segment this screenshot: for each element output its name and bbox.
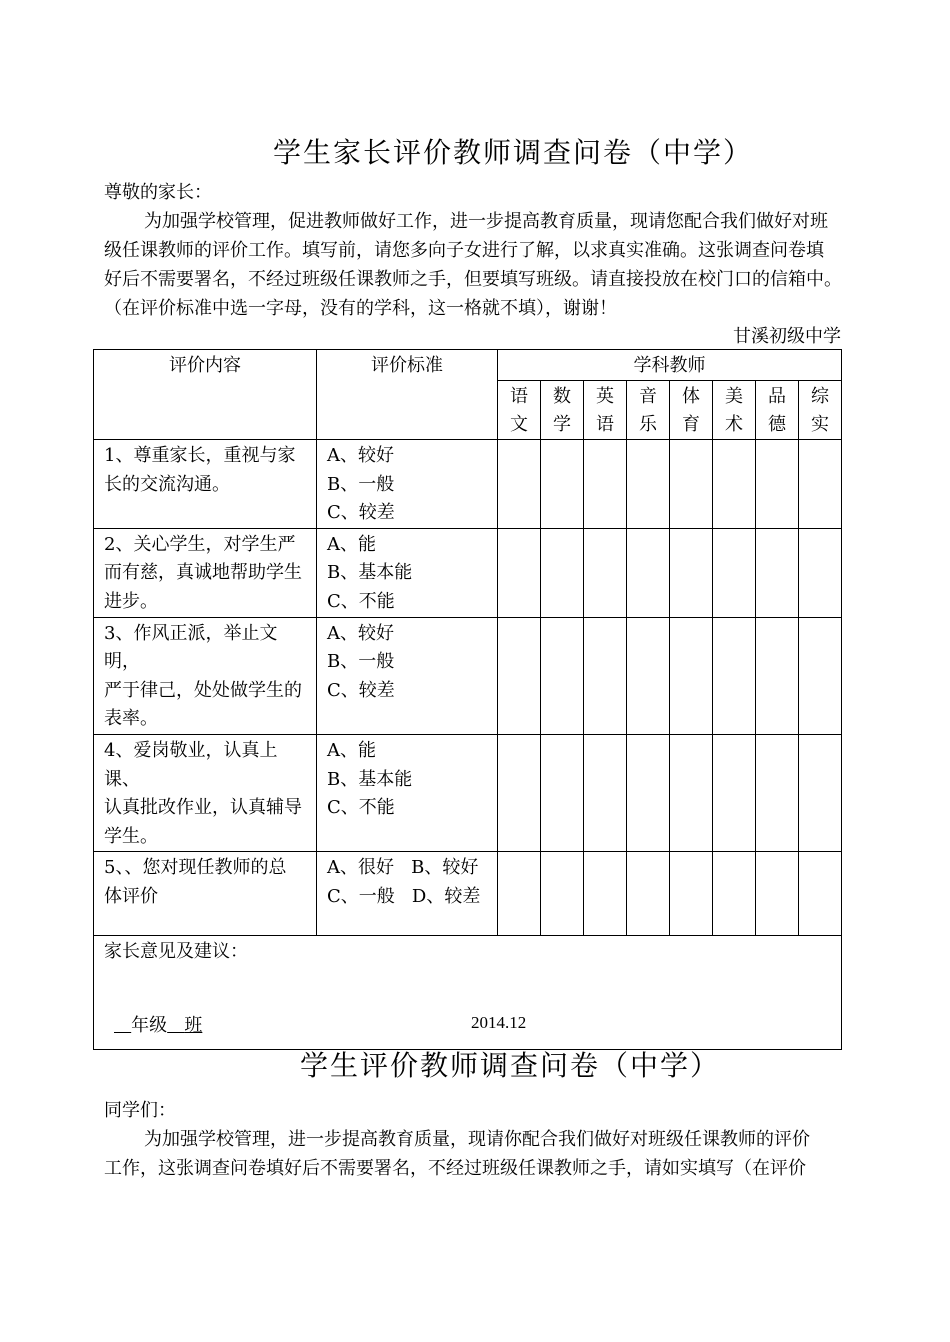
intro-line: 工作，这张调查问卷填好后不需要署名，不经过班级任课教师之手，请如实填写（在评价 — [104, 1158, 806, 1179]
standard-cell: A、能 B、基本能 C、不能 — [317, 734, 498, 851]
intro-line: 好后不需要署名，不经过班级任课教师之手，但要填写班级。请直接投放在校门口的信箱中。 — [104, 269, 842, 290]
subject-header: 体 育 — [670, 381, 713, 440]
form2-greeting: 同学们： — [104, 1100, 176, 1121]
intro-line: （在评价标准中选一字母，没有的学科，这一格就不填），谢谢！ — [104, 298, 617, 319]
grade-class-line — [114, 1011, 202, 1040]
grade-blank[interactable] — [114, 1015, 131, 1036]
rating-cell[interactable] — [627, 528, 670, 617]
class-label: 班 — [184, 1015, 203, 1036]
rating-cell[interactable] — [498, 440, 541, 529]
rating-cell[interactable] — [756, 528, 799, 617]
rating-cell[interactable] — [756, 617, 799, 734]
parent-opinion-field[interactable] — [94, 936, 842, 1050]
rating-cell[interactable] — [713, 528, 756, 617]
table-row — [94, 440, 842, 529]
header-content: 评价内容 — [94, 350, 317, 440]
header-standard: 评价标准 — [317, 350, 498, 440]
rating-cell[interactable] — [713, 440, 756, 529]
rating-cell[interactable] — [670, 528, 713, 617]
rating-cell[interactable] — [584, 852, 627, 936]
rating-cell[interactable] — [756, 440, 799, 529]
opinion-row — [94, 936, 842, 1050]
rating-cell[interactable] — [541, 440, 584, 529]
rating-cell[interactable] — [584, 440, 627, 529]
rating-cell[interactable] — [799, 852, 842, 936]
subject-header: 英 语 — [584, 381, 627, 440]
form2-intro — [104, 1125, 848, 1183]
rating-cell[interactable] — [627, 734, 670, 851]
opinion-label: 家长意见及建议： — [104, 941, 248, 963]
rating-cell[interactable] — [627, 440, 670, 529]
rating-cell[interactable] — [670, 440, 713, 529]
rating-cell[interactable] — [627, 617, 670, 734]
subject-header: 数 学 — [541, 381, 584, 440]
evaluation-table — [93, 349, 842, 1050]
rating-cell[interactable] — [498, 734, 541, 851]
form1-title: 学生家长评价教师调查问卷（中学） — [273, 136, 754, 169]
rating-cell[interactable] — [584, 528, 627, 617]
criterion-cell: 3、作风正派，举止文明， 严于律己，处处做学生的 表率。 — [94, 617, 317, 734]
rating-cell[interactable] — [799, 440, 842, 529]
form1-intro — [104, 207, 848, 323]
class-blank[interactable] — [167, 1015, 184, 1036]
subject-header: 语 文 — [498, 381, 541, 440]
table-row — [94, 852, 842, 936]
criterion-cell: 2、关心学生，对学生严 而有慈，真诚地帮助学生 进步。 — [94, 528, 317, 617]
rating-cell[interactable] — [670, 617, 713, 734]
standard-cell: A、较好 B、一般 C、较差 — [317, 440, 498, 529]
subject-header: 美 术 — [713, 381, 756, 440]
table-row — [94, 528, 842, 617]
rating-cell[interactable] — [670, 734, 713, 851]
rating-cell[interactable] — [498, 528, 541, 617]
rating-cell[interactable] — [670, 852, 713, 936]
rating-cell[interactable] — [799, 617, 842, 734]
school-name: 甘溪初级中学 — [733, 326, 841, 347]
rating-cell[interactable] — [713, 734, 756, 851]
rating-cell[interactable] — [541, 734, 584, 851]
rating-cell[interactable] — [541, 528, 584, 617]
rating-cell[interactable] — [498, 852, 541, 936]
standard-cell: A、较好 B、一般 C、较差 — [317, 617, 498, 734]
intro-line: 为加强学校管理，进一步提高教育质量，现请你配合我们做好对班级任课教师的评价 — [144, 1129, 810, 1150]
rating-cell[interactable] — [498, 617, 541, 734]
rating-cell[interactable] — [541, 617, 584, 734]
rating-cell[interactable] — [799, 528, 842, 617]
form1-date: 2014.12 — [471, 1013, 527, 1032]
subject-header: 音 乐 — [627, 381, 670, 440]
intro-line: 为加强学校管理，促进教师做好工作，进一步提高教育质量，现请您配合我们做好对班 — [144, 211, 828, 232]
rating-cell[interactable] — [756, 852, 799, 936]
criterion-cell: 4、爱岗敬业，认真上课、 认真批改作业，认真辅导 学生。 — [94, 734, 317, 851]
rating-cell[interactable] — [541, 852, 584, 936]
rating-cell[interactable] — [584, 617, 627, 734]
standard-cell: A、能 B、基本能 C、不能 — [317, 528, 498, 617]
rating-cell[interactable] — [584, 734, 627, 851]
subject-header: 综 实 — [799, 381, 842, 440]
rating-cell[interactable] — [627, 852, 670, 936]
table-row — [94, 734, 842, 851]
rating-cell[interactable] — [713, 852, 756, 936]
criterion-cell: 1、尊重家长，重视与家 长的交流沟通。 — [94, 440, 317, 529]
form1-greeting: 尊敬的家长： — [104, 182, 212, 203]
form2-title: 学生评价教师调查问卷（中学） — [300, 1049, 721, 1082]
header-subject-teachers: 学科教师 — [498, 350, 842, 381]
rating-cell[interactable] — [713, 617, 756, 734]
grade-label: 年级 — [131, 1015, 168, 1036]
criterion-cell: 5、、您对现任教师的总 体评价 — [94, 852, 317, 936]
rating-cell[interactable] — [799, 734, 842, 851]
standard-cell: A、很好 B、较好 C、一般 D、较差 — [317, 852, 498, 936]
table-row — [94, 617, 842, 734]
subject-header: 品 德 — [756, 381, 799, 440]
rating-cell[interactable] — [756, 734, 799, 851]
intro-line: 级任课教师的评价工作。填写前，请您多向子女进行了解，以求真实准确。这张调查问卷填 — [104, 240, 824, 261]
